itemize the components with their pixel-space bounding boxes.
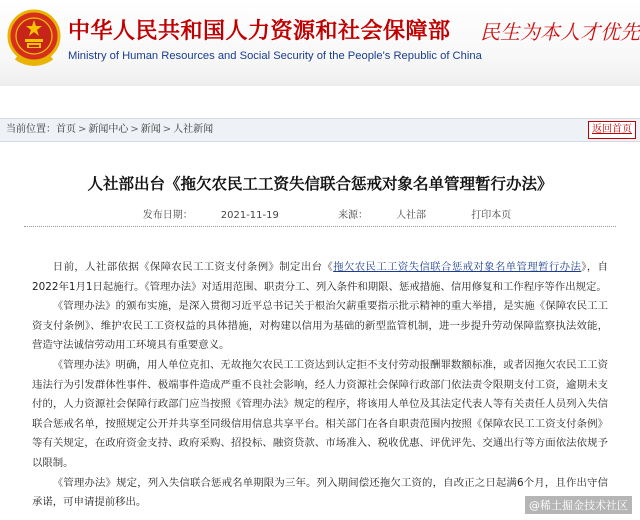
slogan-talent-priority: 人才优先 <box>560 20 640 44</box>
regulation-link[interactable]: 拖欠农民工工资失信联合惩戒对象名单管理暂行办法 <box>333 261 582 273</box>
article-body <box>32 258 608 513</box>
print-page-button[interactable]: 打印本页 <box>471 210 512 221</box>
slogan-people-first: 民生为本 <box>480 20 560 44</box>
article-paragraph-3: 《管理办法》明确，用人单位克扣、无故拖欠农民工工资达到认定拒不支付劳动报酬罪数额标准，或者因拖欠农民工工资违法行为引发群体性事件、极端事件造成严重不良社会影响，经人力资源社会保障行政部门依法责令限期支付工资，逾期未支付的，人力资源社会保障行政部门应当按照《管理办法》规定的程序，将该用人单位及其法定代表人等有关责任人员列入失信联合惩戒名单，按照规定公开并共享至同级信用信息共享平台。相关部门在各自职责范围内按照《保障农民工工资支付条例》等有关规定，在政府资金支持、政府采购、招投标、融资贷款、市场准入、税收优惠、评优评先、交通出行等方面依法依规予以限制。 <box>32 358 608 469</box>
source-label: 来源： <box>338 210 369 221</box>
publish-date-value: 2021-11-19 <box>220 210 279 221</box>
breadcrumb-home-link[interactable]: 首页 <box>56 124 76 135</box>
publish-date <box>129 210 293 221</box>
breadcrumb-news-link[interactable]: 新闻 <box>140 124 161 135</box>
breadcrumb-separator: > <box>78 124 87 135</box>
breadcrumb-news-center-link[interactable]: 新闻中心 <box>88 124 129 135</box>
breadcrumb-prefix: 当前位置： <box>6 124 56 135</box>
source-value: 人社部 <box>396 210 427 221</box>
watermark: @稀土掘金技术社区 <box>525 496 632 514</box>
national-emblem-icon <box>6 6 62 70</box>
article-title: 人社部出台《拖欠农民工工资失信联合惩戒对象名单管理暂行办法》 <box>87 175 553 193</box>
site-title-english: Ministry of Human Resources and Social Security of the People's Republic of China <box>68 50 482 62</box>
breadcrumb-separator: > <box>130 124 139 135</box>
article-meta <box>0 206 640 221</box>
breadcrumb-separator: > <box>162 124 172 135</box>
site-header <box>0 0 640 86</box>
site-title: 中华人民共和国人力资源和社会保障部 <box>68 18 451 44</box>
article-paragraph-4: 《管理办法》规定，列入失信联合惩戒名单期限为三年。列入期间偿还拖欠工资的，自改正之日起满6个月，且作出守信承诺，可申请提前移出。 <box>32 476 608 509</box>
paragraph-text: 》，自2022年1月1日起施行。《管理办法》对适用范围、职责分工、列入条件和期限、惩戒措施、信用修复和工作程序等作出规定。 <box>32 261 608 293</box>
breadcrumb-hr-news-link[interactable]: 人社新闻 <box>173 124 214 135</box>
article-source <box>324 210 440 221</box>
breadcrumb <box>0 118 640 142</box>
back-to-home-button[interactable]: 返回首页 <box>588 121 636 139</box>
publish-date-label: 发布日期： <box>142 210 193 221</box>
article-paragraph-1 <box>32 258 608 297</box>
article-paragraph-2: 《管理办法》的颁布实施，是深入贯彻习近平总书记关于根治欠薪重要指示批示精神的重大举措，是实施《保障农民工工资支付条例》、维护农民工工资权益的具体措施，对构建以信用为基础的新型监管机制，进一步提升劳动保障监察执法效能，营造守法诚信劳动用工环境具有重要意义。 <box>32 300 608 352</box>
meta-divider <box>24 226 616 227</box>
paragraph-text: 日前，人社部依据《保障农民工工资支付条例》制定出台《 <box>52 261 334 273</box>
